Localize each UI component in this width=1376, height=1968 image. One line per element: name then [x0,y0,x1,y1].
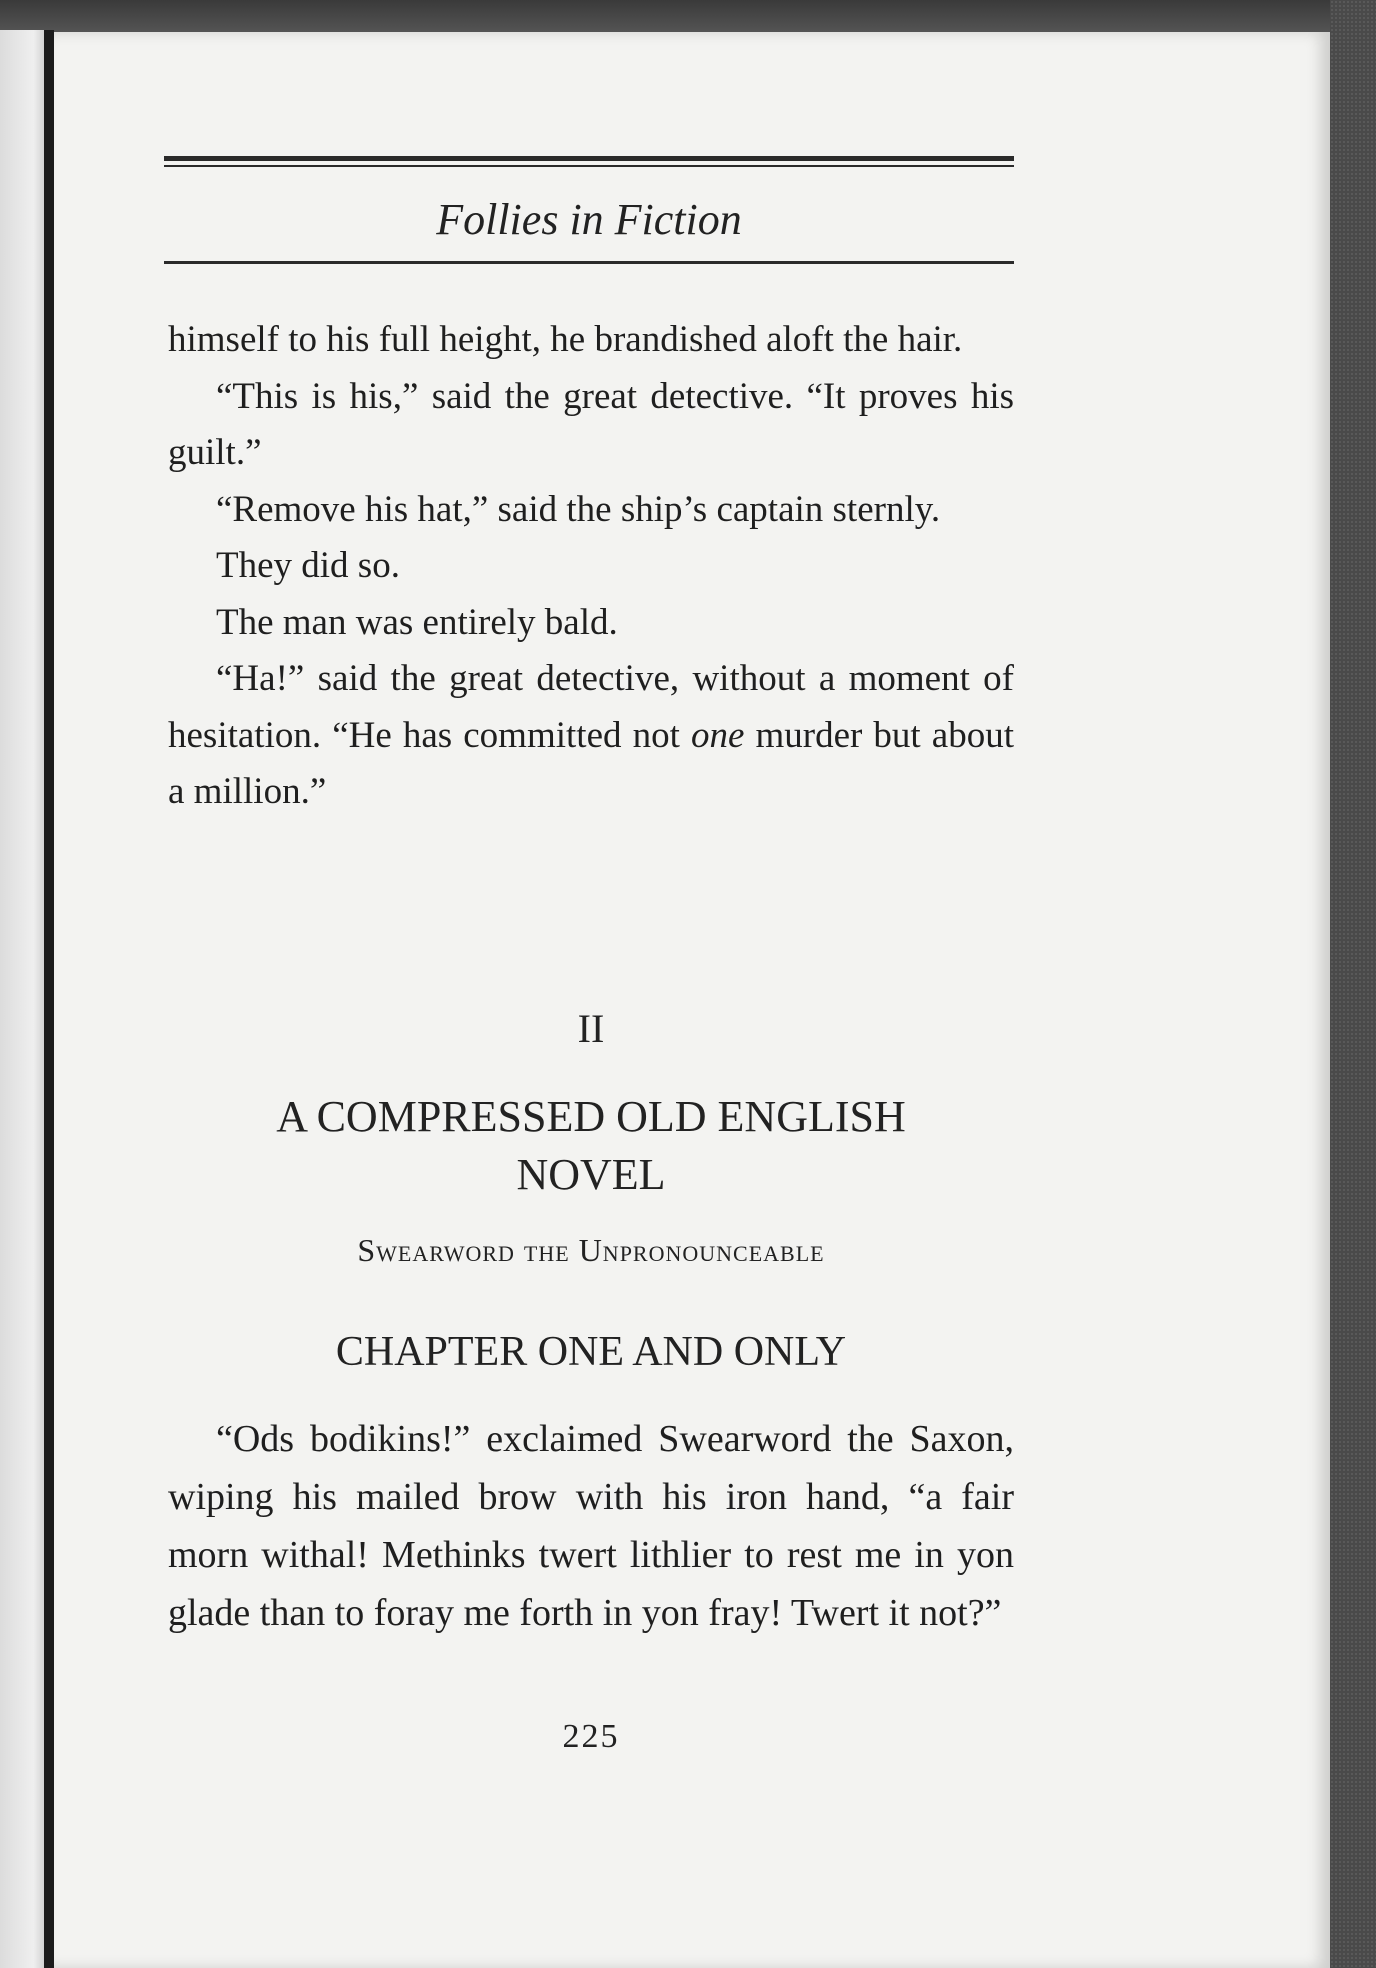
header-rule-thin [164,165,1014,167]
book-cover-edge [1330,0,1376,1968]
paragraph [168,651,1014,821]
book-gutter [44,30,54,1968]
paragraph: They did so. [216,545,400,586]
emphasis-word: one [690,714,745,756]
paragraph-text: murder but about a million.” [168,714,1014,812]
section-title-line: NOVEL [516,1150,666,1199]
paragraph: himself to his full height, he brandished aloft the hair. [168,319,963,360]
paragraph: “Remove his hat,” said the ship’s captain sternly. [216,488,941,530]
header-rule-thick [164,156,1014,161]
chapter-heading: CHAPTER ONE AND ONLY [335,1329,847,1375]
section-numeral: II [577,1006,605,1051]
section-subtitle: Swearword the Unpronounceable [357,1232,825,1268]
running-header [164,156,1014,264]
paragraph: “Ods bodikins!” exclaimed Swearword the Saxon, wiping his mailed brow with his iron hand, “a fair morn withal! Methinks twert lithlier to rest me in yon glade than to foray me forth in yon fray! Twert it not?” [168,1418,1014,1634]
paragraph: The man was entirely bald. [216,601,618,643]
left-page-edge [0,30,48,1968]
running-title: Follies in Fiction [436,195,742,244]
section-title-line: A COMPRESSED OLD ENGLISH [276,1092,906,1141]
page-number: 225 [562,1718,620,1755]
paragraph: “This is his,” said the great detective. “It proves his guilt.” [168,375,1014,473]
paragraph-text: “Ha!” said the great detective, without a moment of hesitation. “He has committed not [168,658,1014,756]
section-title [168,1088,1014,1204]
body-text-top [168,312,1014,821]
header-rule-bottom [164,261,1014,264]
body-text-bottom [168,1410,1014,1642]
